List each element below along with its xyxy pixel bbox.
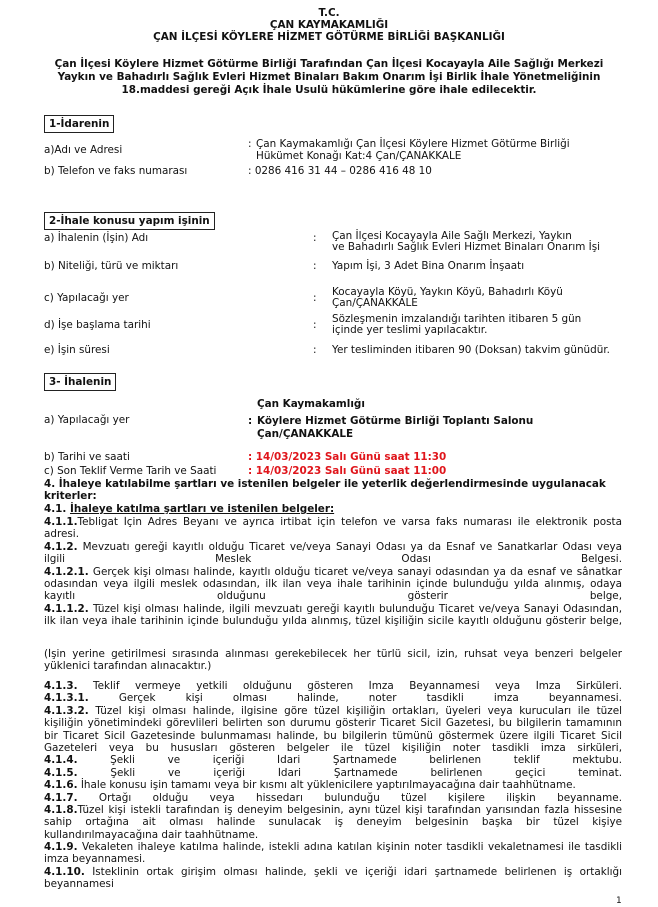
colon: : xyxy=(313,232,317,244)
item-text: Şekli ve içeriği İdari Şartnamede belirlenen teklif mektubu. xyxy=(77,754,622,767)
header-birlik: ÇAN İLÇESİ KÖYLERE HİZMET GÖTÜRME BİRLİĞİ BAŞKANLIĞI xyxy=(153,31,505,43)
item-number: 4.1.3.1. xyxy=(44,692,89,705)
item-text: kişiliğin yönetimindeki görevlileri belirten son durumu gösterir Ticaret Sicil Gazetesi, bu bilgilerin tamamının xyxy=(44,717,622,730)
item-text: Ortağı olduğu veya hissedarı bulunduğu tüzel kişilere ilişkin beyanname. xyxy=(77,791,622,804)
item-number: 4.1.6. xyxy=(44,779,78,792)
section-4-paragraph-a xyxy=(44,516,622,628)
item-text: odasından veya ilgili meslek odasından, ilk ilan veya ihale tarihinin içinde bulunduğu yılda alınmış, odaya xyxy=(44,577,622,590)
paragraph-line xyxy=(44,566,622,578)
section-2-row-label: e) İşin süresi xyxy=(44,344,110,356)
item-text: Vekaleten ihaleye katılma halinde, istekli adına katılan kişinin noter tasdikli vekaletnamesi ile tasdikli xyxy=(77,841,622,854)
item-text: kayıtlı olduğunu gösterir belge, xyxy=(44,590,622,603)
colon: : xyxy=(313,344,317,356)
paragraph-line xyxy=(44,553,622,565)
intro-line-3: 18.maddesi gereği Açık İhale Usulü hükümlerine göre ihale edilecektir. xyxy=(121,84,537,96)
item-text: ilgili Meslek Odası Belgesi. xyxy=(44,553,622,566)
section-2-row-value-1: Yapım İşi, 3 Adet Bina Onarım İnşaatı xyxy=(332,260,525,272)
section-3-b-label: b) Tarihi ve saati xyxy=(44,451,130,463)
section-2-row-label: a) İhalenin (İşin) Adı xyxy=(44,232,149,244)
section-4-paragraph-b xyxy=(44,680,622,891)
item-number: 4.1.7. xyxy=(44,791,78,804)
header-tc: T.C. xyxy=(318,7,340,19)
section-1-title: 1-İdarenin xyxy=(44,115,114,133)
item-text: sahip ortağına ait olması halinde sunulacak iş deneyim belgesinin başka bir tüzel kişiye xyxy=(44,816,622,829)
item-text: kullandırılmayacağına dair taahhütname. xyxy=(44,828,259,841)
section-3-a-label: a) Yapılacağı yer xyxy=(44,414,130,426)
item-number: 4.1.1.2. xyxy=(44,602,89,615)
section-3-a-value-1: Çan Kaymakamlığı xyxy=(257,398,365,410)
item-number: 4.1.2. xyxy=(44,540,78,553)
paragraph-line xyxy=(44,767,622,779)
header-kaymakamlik: ÇAN KAYMAKAMLIĞI xyxy=(269,19,389,31)
paragraph-line xyxy=(44,603,622,615)
colon: : xyxy=(313,260,317,272)
section-2-title: 2-İhale konusu yapım işinin xyxy=(44,212,215,230)
paragraph-line xyxy=(44,742,622,754)
item-text: İsteklinin ortak girişim olması halinde, şekli ve içeriği idari şartnamede belirlenen iş ortaklığı xyxy=(84,865,622,878)
paragraph-line xyxy=(44,878,622,890)
section-2-row-value-1: Sözleşmenin imzalandığı tarihten itibaren 5 gün xyxy=(332,313,582,325)
section-4-heading-2: kriterler: xyxy=(44,490,97,502)
paragraph-line xyxy=(44,754,622,766)
item-number: 4.1.9. xyxy=(44,841,78,854)
item-text: beyannamesi xyxy=(44,878,114,891)
note-paragraph xyxy=(44,648,622,673)
section-2-row-label: d) İşe başlama tarihi xyxy=(44,319,151,331)
paragraph-line xyxy=(44,541,622,553)
item-text: bir Ticaret Sicil Gazetesinde bulunmaması halinde, bu bilgilerin tümünü göstermek üzere ilgili Ticaret Sicil xyxy=(44,729,622,742)
ihale-date-value: : 14/03/2023 Salı Günü saat 11:30 xyxy=(248,451,447,463)
paragraph-line xyxy=(44,779,622,791)
paragraph-line xyxy=(44,853,622,865)
item-number: 4.1.4. xyxy=(44,754,78,767)
item-text: Mevzuatı gereği kayıtlı olduğu Ticaret ve/veya Sanayi Odası ya da Esnaf ve Sanatkarlar Odası veya xyxy=(77,540,622,553)
intro-line-1: Çan İlçesi Köylere Hizmet Götürme Birliği Tarafından Çan İlçesi Kocayayla Aile Sağlığı Merkezi xyxy=(54,58,604,70)
item-text: adresi. xyxy=(44,528,80,541)
section-1-a-value-1: Çan Kaymakamlığı Çan İlçesi Köylere Hizmet Götürme Birliği xyxy=(256,138,570,150)
section-3-title: 3- İhalenin xyxy=(44,373,116,391)
item-text: Gerçek kişi olması halinde, kayıtlı olduğu ticaret ve/veya sanayi odasından ya da esnaf ve sânatkar xyxy=(88,565,622,578)
paragraph-line xyxy=(44,730,622,742)
teklif-date-value: : 14/03/2023 Salı Günü saat 11:00 xyxy=(248,465,447,477)
section-2-row-value-1: Çan İlçesi Kocayayla Aile Sağlı Merkezi, Yaykın xyxy=(332,230,572,242)
colon: : xyxy=(313,319,317,331)
item-text: Gazeteleri veya bu hususları gösteren belgeler ile tüzel kişiliğin noter tasdikli imza sirküleri, xyxy=(44,741,622,754)
section-3-a-value-3: Çan/ÇANAKKALE xyxy=(257,428,354,440)
item-text: İhale konusu işin tamamı veya bir kısmı alt yüklenicilere yaptırılmayacağına dair taahhütname. xyxy=(77,779,576,792)
section-1-b-value: : 0286 416 31 44 – 0286 416 48 10 xyxy=(248,165,432,177)
paragraph-line xyxy=(44,866,622,878)
item-text: Şekli ve içeriği İdari Şartnamede belirlenen geçici teminat. xyxy=(77,766,622,779)
section-2-row-label: c) Yapılacağı yer xyxy=(44,292,129,304)
section-4-heading-1: 4. İhaleye katılabilme şartları ve istenilen belgeler ile yeterlik değerlendirmesinde uygulanacak xyxy=(44,478,606,490)
item-number: 4.1.2.1. xyxy=(44,565,89,578)
paragraph-line xyxy=(44,578,622,590)
item-text: Tüzel kişi istekli tarafından iş deneyim belgesinin, aynı tüzel kişi tarafından yarısından fazla hissesine xyxy=(77,803,622,816)
item-text: Tüzel kişi olması halinde, ilgili mevzuatı gereği kayıtlı bulunduğu Ticaret ve/veya Sanayi Odasından, xyxy=(88,602,622,615)
paragraph-line xyxy=(44,705,622,717)
section-1-a-value-2: Hükümet Konağı Kat:4 Çan/ÇANAKKALE xyxy=(256,150,462,162)
item-number: 4.1.5. xyxy=(44,766,78,779)
item-number: 4.1.1. xyxy=(44,516,78,528)
paragraph-line xyxy=(44,692,622,704)
colon: : xyxy=(313,292,317,304)
section-2-row-value-1: Kocayayla Köyü, Yaykın Köyü, Bahadırlı Köyü xyxy=(332,286,563,298)
item-number: 4.1.8. xyxy=(44,803,78,816)
paragraph-line xyxy=(44,804,622,816)
note-line-1: (İşin yerine getirilmesi sırasında alınması gerekebilecek her türlü sicil, izin, ruhsat veya benzeri belgeler xyxy=(44,648,622,660)
section-1-a-label: a)Adı ve Adresi xyxy=(44,144,123,156)
paragraph-line xyxy=(44,841,622,853)
paragraph-line xyxy=(44,590,622,602)
paragraph-line xyxy=(44,516,622,528)
note-line-2: yüklenici tarafından alınacaktır.) xyxy=(44,660,212,673)
item-number: 4.1.10. xyxy=(44,865,85,878)
item-text: Gerçek kişi olması halinde, noter tasdikli imza beyannamesi. xyxy=(88,692,622,705)
colon: : xyxy=(248,138,252,150)
section-3-c-label: c) Son Teklif Verme Tarih ve Saati xyxy=(44,465,217,477)
item-text: imza beyannamesi. xyxy=(44,853,146,866)
item-text: Teklif vermeye yetkili olduğunu gösteren İmza Beyannamesi veya İmza Sirküleri. xyxy=(77,680,622,692)
item-text: ilk ilan veya ihale tarihinin içinde bulunduğu yılda alınmış, tüzel kişiliğin sicile kayıtlı olduğunu gösterir belge, xyxy=(44,615,622,628)
item-number: 4.1.3. xyxy=(44,680,78,692)
section-1-b-label: b) Telefon ve faks numarası xyxy=(44,165,188,177)
page-number: 1 xyxy=(616,896,622,906)
paragraph-line xyxy=(44,792,622,804)
paragraph-line xyxy=(44,615,622,627)
paragraph-line xyxy=(44,680,622,692)
paragraph-line xyxy=(44,829,622,841)
paragraph-line xyxy=(44,528,622,540)
section-3-a-value-2: Köylere Hizmet Götürme Birliği Toplantı Salonu xyxy=(257,415,534,427)
section-2-row-value-2: ve Bahadırlı Sağlık Evleri Hizmet Binaları Onarım İşi xyxy=(332,241,601,253)
section-2-row-label: b) Niteliği, türü ve miktarı xyxy=(44,260,179,272)
item-number: 4.1.3.2. xyxy=(44,704,89,717)
item-text: Tebligat İçin Adres Beyanı ve ayrıca irtibat için telefon ve varsa faks numarası ile elektronik posta xyxy=(77,516,622,528)
section-2-row-value-2: içinde yer teslimi yapılacaktır. xyxy=(332,324,488,336)
section-2-row-value-2: Çan/ÇANAKKALE xyxy=(332,297,418,309)
paragraph-line xyxy=(44,816,622,828)
item-text: Tüzel kişi olması halinde, ilgisine göre tüzel kişiliğin ortakları, üyeleri veya kurucuları ile tüzel xyxy=(88,704,622,717)
colon: : xyxy=(248,415,253,427)
intro-line-2: Yaykın ve Bahadırlı Sağlık Evleri Hizmet Binaları Bakım Onarım İşi Birlik İhale Yönetmeliğinin xyxy=(57,71,601,83)
paragraph-line xyxy=(44,717,622,729)
section-4-1-title: 4.1. İhaleye katılma şartları ve istenilen belgeler: xyxy=(44,503,335,515)
section-2-row-value-1: Yer tesliminden itibaren 90 (Doksan) takvim günüdür. xyxy=(332,344,610,356)
